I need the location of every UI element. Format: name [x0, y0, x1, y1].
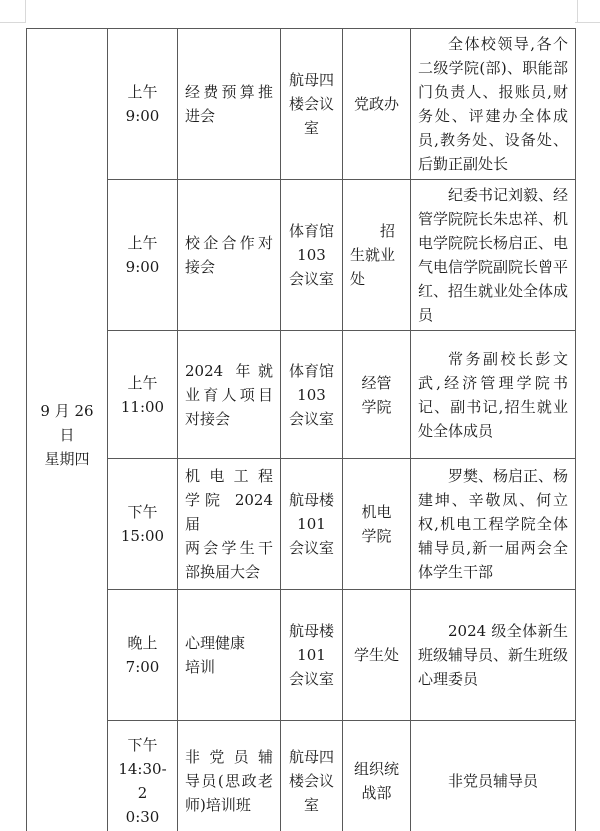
department-cell-row1: 党政办 — [343, 29, 411, 180]
attendees-cell-row1: 全体校领导,各个二级学院(部)、职能部门负责人、报账员,财务处、评建办全体成员,教务处、设备处、后勤正副处长 — [411, 29, 576, 180]
time-cell-row2: 上午 9:00 — [108, 180, 178, 331]
text-boundary-mark-top-left-v — [25, 0, 26, 23]
table-row — [27, 29, 576, 180]
date-cell: 9 月 26 日 星期四 — [27, 29, 108, 831]
time-cell-row1: 上午 9:00 — [108, 29, 178, 180]
text-boundary-mark-top-right-v — [577, 0, 578, 23]
department-cell-row3: 经管 学院 — [343, 331, 411, 459]
meeting-cell-row2: 校企合作对 接会 — [178, 180, 281, 331]
location-cell-row5: 航母楼 101 会议室 — [281, 590, 343, 721]
table-row — [27, 721, 576, 831]
table-row — [27, 331, 576, 459]
table-row — [27, 590, 576, 721]
time-cell-row4: 下午 15:00 — [108, 459, 178, 590]
meeting-cell-row4: 机电工程 学院 2024 届 两会学生干 部换届大会 — [178, 459, 281, 590]
attendees-cell-row4: 罗樊、杨启正、杨建坤、辛敬凤、何立权,机电工程学院全体辅导员,新一届两会全体学生干部 — [411, 459, 576, 590]
text-boundary-mark-top-left-h — [0, 22, 26, 23]
location-cell-row2: 体育馆 103 会议室 — [281, 180, 343, 331]
attendees-cell-row3: 常务副校长彭文武,经济管理学院书记、副书记,招生就业处全体成员 — [411, 331, 576, 459]
meeting-cell-row1: 经费预算推 进会 — [178, 29, 281, 180]
attendees-cell-row5: 2024 级全体新生班级辅导员、新生班级心理委员 — [411, 590, 576, 721]
department-cell-row5: 学生处 — [343, 590, 411, 721]
attendees-cell-row2: 纪委书记刘毅、经管学院院长朱忠祥、机电学院院长杨启正、电气电信学院副院长曾平红、招生就业处全体成员 — [411, 180, 576, 331]
location-cell-row6: 航母四 楼会议 室 — [281, 721, 343, 831]
table-row — [27, 180, 576, 331]
time-cell-row3: 上午 11:00 — [108, 331, 178, 459]
department-cell-row2: 招 生就业 处 — [343, 180, 411, 331]
schedule-table — [26, 28, 576, 831]
location-cell-row1: 航母四 楼会议 室 — [281, 29, 343, 180]
time-cell-row6: 下午 14:30-2 0:30 — [108, 721, 178, 831]
meeting-cell-row5: 心理健康 培训 — [178, 590, 281, 721]
meeting-cell-row3: 2024 年就 业育人项目 对接会 — [178, 331, 281, 459]
department-cell-row6: 组织统 战部 — [343, 721, 411, 831]
table-row — [27, 459, 576, 590]
location-cell-row4: 航母楼 101 会议室 — [281, 459, 343, 590]
attendees-cell-row6: 非党员辅导员 — [411, 721, 576, 831]
meeting-cell-row6: 非党员辅 导员(思政老 师)培训班 — [178, 721, 281, 831]
time-cell-row5: 晚上 7:00 — [108, 590, 178, 721]
department-cell-row4: 机电 学院 — [343, 459, 411, 590]
text-boundary-mark-top-right-h — [575, 22, 600, 23]
location-cell-row3: 体育馆 103 会议室 — [281, 331, 343, 459]
